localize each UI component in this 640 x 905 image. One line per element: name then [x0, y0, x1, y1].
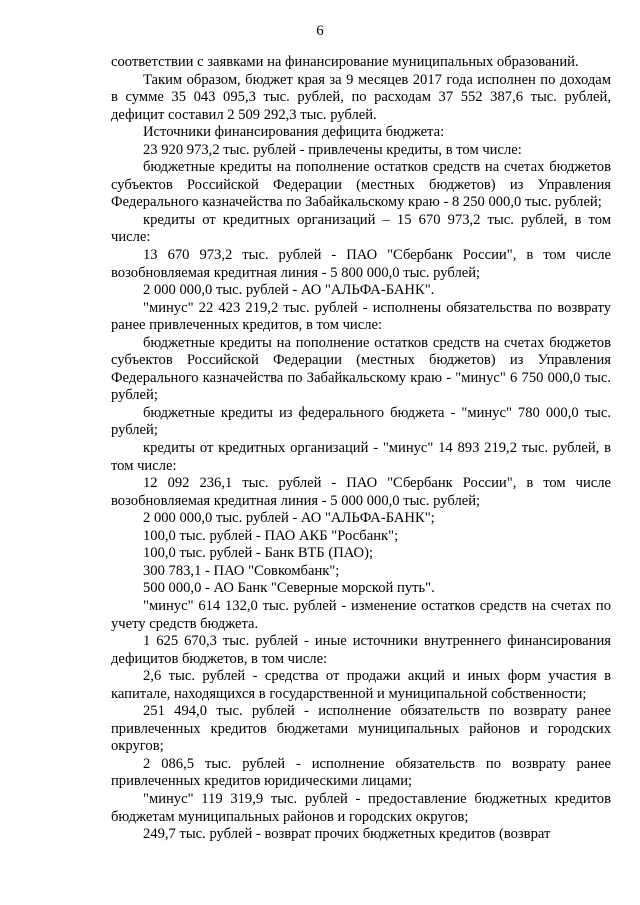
paragraph: 13 670 973,2 тыс. рублей - ПАО "Сбербанк России", в том числе возобновляемая кредитная линия - 5 800 000,0 тыс. рублей; [111, 247, 611, 281]
paragraph: 12 092 236,1 тыс. рублей - ПАО "Сбербанк России", в том числе возобновляемая кредитная линия - 5 000 000,0 тыс. рублей; [111, 475, 611, 509]
paragraph: 100,0 тыс. рублей - ПАО АКБ "Росбанк"; [143, 527, 399, 544]
paragraph: бюджетные кредиты на пополнение остатков средств на счетах бюджетов субъектов Российской Федерации (местных бюджетов) из Управления Федерального казначейства по Забайкальскому краю - "минус" 6 750 000,0 тыс. рублей; [111, 334, 611, 404]
paragraph: 2 086,5 тыс. рублей - исполнение обязательств по возврату ранее привлеченных кредитов юридическими лицами; [111, 755, 611, 790]
paragraph: 2 000 000,0 тыс. рублей - АО "АЛЬФА-БАНК"; [143, 510, 435, 527]
paragraph: 300 783,1 - ПАО "Совкомбанк"; [143, 562, 340, 579]
paragraph: Источники финансирования дефицита бюджета: [143, 124, 445, 141]
paragraph: Таким образом, бюджет края за 9 месяцев 2017 года исполнен по доходам в сумме 35 043 095,3 тыс. рублей, по расходам 37 552 387,6 тыс. рублей, дефицит составил 2 509 292,3 тыс. рублей. [111, 71, 611, 123]
paragraph: 2,6 тыс. рублей - средства от продажи акций и иных форм участия в капитале, находящихся в государственной и муниципальной собственности; [111, 668, 611, 702]
paragraph: соответствии с заявками на финансирование муниципальных образований. [111, 54, 579, 70]
paragraph: 500 000,0 - АО Банк "Северные морской путь". [143, 580, 435, 597]
paragraph: 251 494,0 тыс. рублей - исполнение обязательств по возврату ранее привлеченных кредитов бюджетами муниципальных районов и городских округов; [111, 703, 611, 755]
paragraph: 249,7 тыс. рублей - возврат прочих бюджетных кредитов (возврат [143, 826, 551, 843]
paragraph: 1 625 670,3 тыс. рублей - иные источники внутреннего финансирования дефицитов бюджетов, в том числе: [111, 633, 611, 667]
paragraph: кредиты от кредитных организаций - "минус" 14 893 219,2 тыс. рублей, в том числе: [111, 440, 611, 474]
paragraph: бюджетные кредиты на пополнение остатков средств на счетах бюджетов субъектов Российской Федерации (местных бюджетов) из Управления Федерального казначейства по Забайкальскому краю - 8 250 000,0 тыс. рублей; [111, 159, 611, 211]
paragraph: бюджетные кредиты из федерального бюджета - "минус" 780 000,0 тыс. рублей; [111, 404, 611, 439]
document-body [111, 54, 611, 844]
paragraph: кредиты от кредитных организаций – 15 670 973,2 тыс. рублей, в том числе: [111, 211, 611, 246]
page-number: 6 [316, 23, 324, 39]
paragraph: "минус" 614 132,0 тыс. рублей - изменение остатков средств на счетах по учету средств бюджета. [111, 597, 611, 632]
paragraph: 100,0 тыс. рублей - Банк ВТБ (ПАО); [143, 545, 373, 562]
paragraph: "минус" 119 319,9 тыс. рублей - предоставление бюджетных кредитов бюджетам муниципальных районов и городских округов; [111, 790, 611, 825]
paragraph: "минус" 22 423 219,2 тыс. рублей - исполнены обязательства по возврату ранее привлеченных кредитов, в том числе: [111, 299, 611, 334]
paragraph: 23 920 973,2 тыс. рублей - привлечены кредиты, в том числе: [143, 141, 522, 158]
paragraph: 2 000 000,0 тыс. рублей - АО "АЛЬФА-БАНК". [143, 282, 435, 299]
